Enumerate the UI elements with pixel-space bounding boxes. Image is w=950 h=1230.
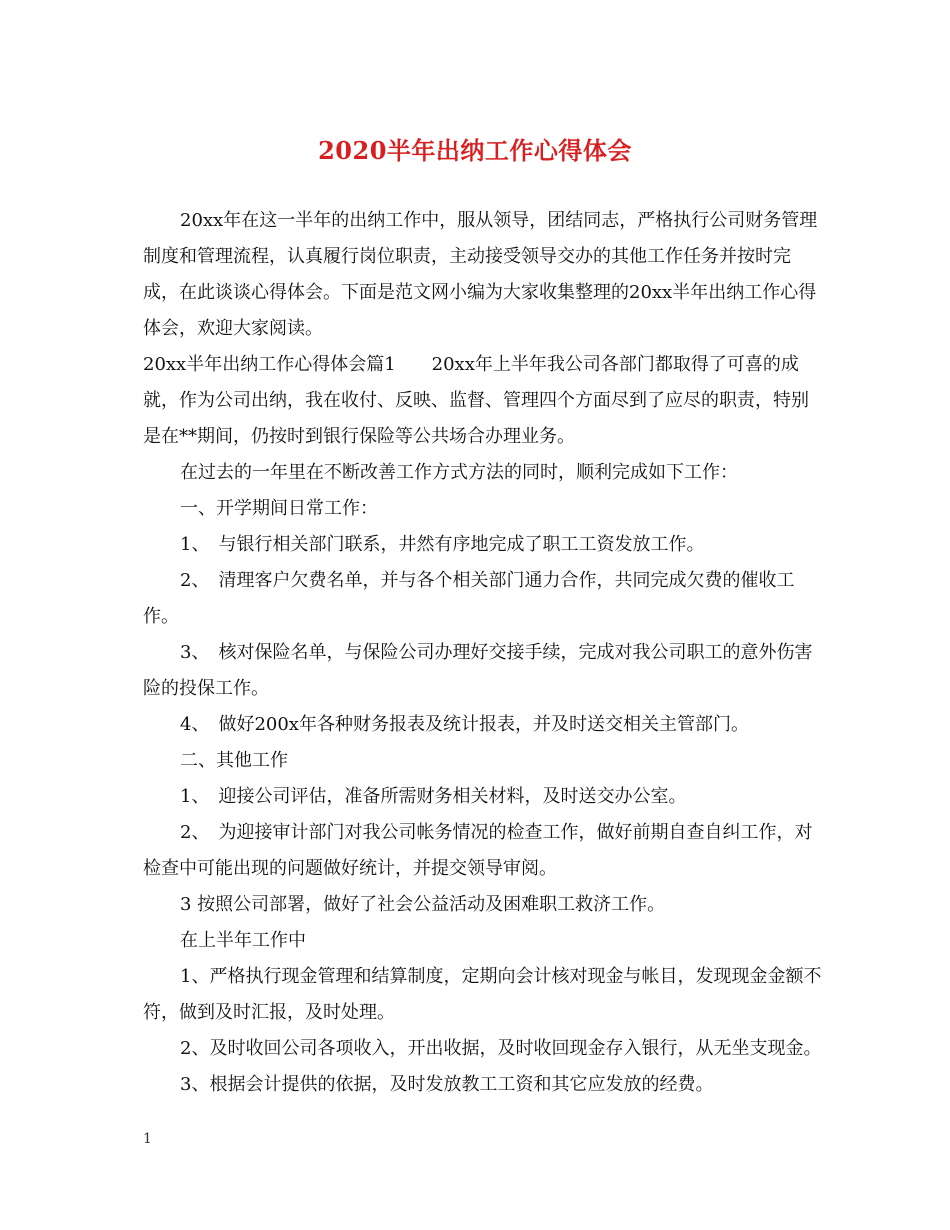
list-item: 2、 为迎接审计部门对我公司帐务情况的检查工作，做好前期自查自纠工作，对检查中可能出现的问题做好统计，并提交领导审阅。 xyxy=(143,822,813,879)
page-number: 1 xyxy=(143,1131,152,1147)
paragraph: 20xx半年出纳工作心得体会篇1 20xx年上半年我公司各部门都取得了可喜的成就，作为公司出纳，我在收付、反映、监督、管理四个方面尽到了应尽的职责，特别是在**期间，仍按时到银行保险等公共场合办理业务。 xyxy=(143,354,809,447)
list-item: 3、 核对保险名单，与保险公司办理好交接手续，完成对我公司职工的意外伤害险的投保工作。 xyxy=(143,642,813,699)
list-item: 1、严格执行现金管理和结算制度，定期向会计核对现金与帐目，发现现金金额不符，做到及时汇报，及时处理。 xyxy=(143,966,822,1023)
paragraph: 在过去的一年里在不断改善工作方式方法的同时，顺利完成如下工作： xyxy=(180,462,738,483)
section-heading: 二、其他工作 xyxy=(180,750,288,771)
list-item: 2、 清理客户欠费名单，并与各个相关部门通力合作，共同完成欠费的催收工作。 xyxy=(143,570,795,627)
document-title: 2020半年出纳工作心得体会 xyxy=(318,136,632,165)
section-heading: 一、开学期间日常工作： xyxy=(180,498,378,519)
list-item: 1、 与银行相关部门联系，井然有序地完成了职工工资发放工作。 xyxy=(180,534,705,555)
list-item: 2、及时收回公司各项收入，开出收据，及时收回现金存入银行，从无坐支现金。 xyxy=(180,1038,822,1059)
list-item: 1、 迎接公司评估，准备所需财务相关材料，及时送交办公室。 xyxy=(180,786,687,807)
document-body xyxy=(143,203,823,1103)
list-item: 3、根据会计提供的依据，及时发放教工工资和其它应发放的经费。 xyxy=(180,1074,714,1095)
section-heading: 在上半年工作中 xyxy=(180,930,306,951)
list-item: 3 按照公司部署，做好了社会公益活动及困难职工救济工作。 xyxy=(180,894,666,915)
paragraph: 20xx年在这一半年的出纳工作中，服从领导，团结同志，严格执行公司财务管理制度和管理流程，认真履行岗位职责，主动接受领导交办的其他工作任务并按时完成，在此谈谈心得体会。下面是范文网小编为大家收集整理的20xx半年出纳工作心得体会，欢迎大家阅读。 xyxy=(143,210,818,339)
list-item: 4、 做好200x年各种财务报表及统计报表，并及时送交相关主管部门。 xyxy=(180,714,749,735)
